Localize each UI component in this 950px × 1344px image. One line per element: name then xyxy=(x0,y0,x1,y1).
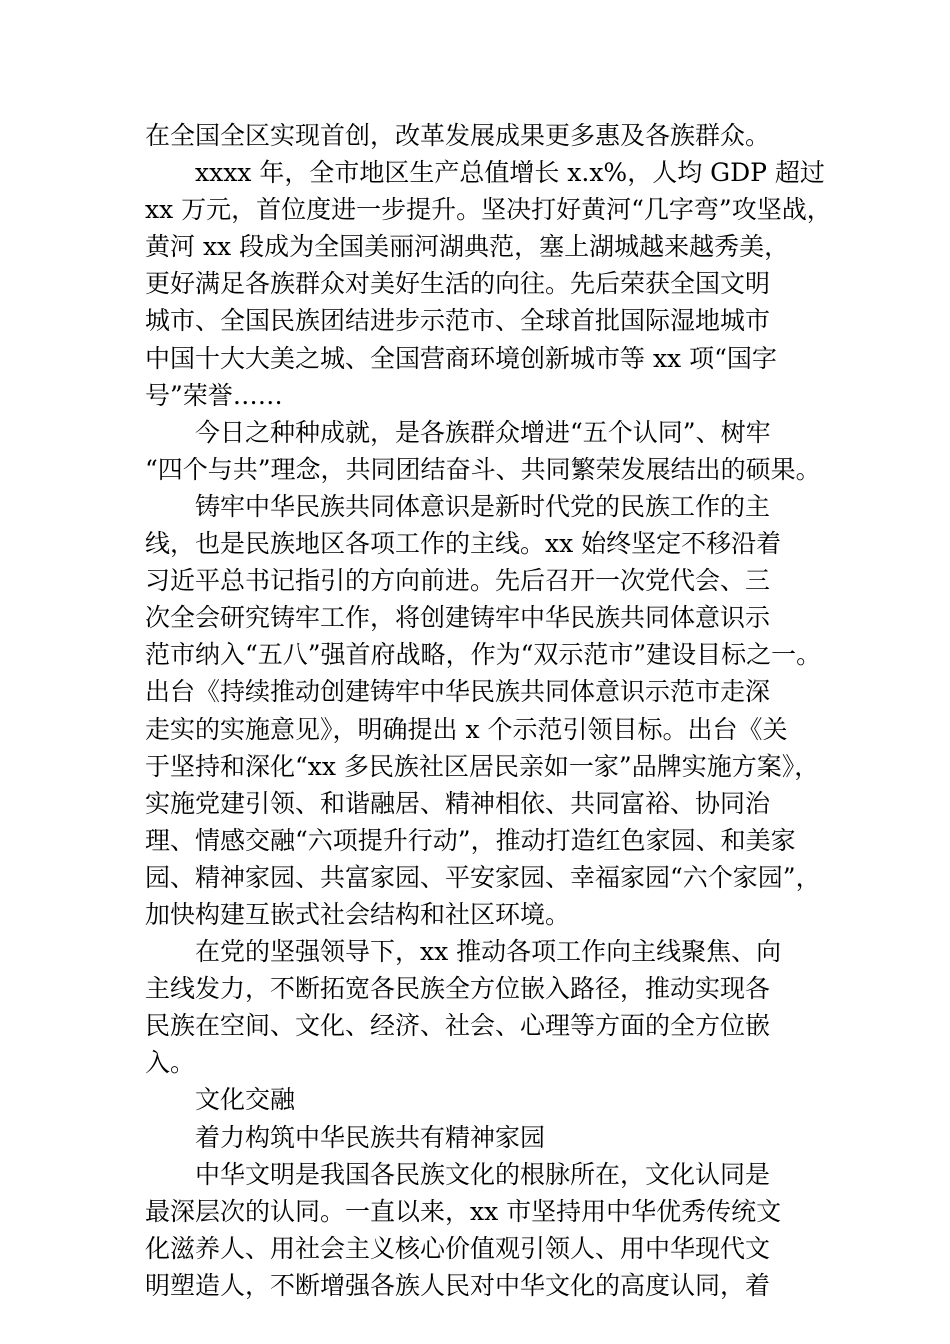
text-line: xx 万元，首位度进一步提升。坚决打好黄河“几字弯”攻坚战， xyxy=(145,195,832,225)
text-line: 次全会研究铸牢工作，将创建铸牢中华民族共同体意识示 xyxy=(145,603,771,633)
text-line: 理、情感交融“六项提升行动”，推动打造红色家园、和美家 xyxy=(145,825,796,855)
text-line: 园、精神家园、共富家园、平安家园、幸福家园“六个家园”， xyxy=(145,862,821,892)
text-line: 出台《持续推动创建铸牢中华民族共同体意识示范市走深 xyxy=(145,677,771,707)
text-line: 线，也是民族地区各项工作的主线。xx 始终坚定不移沿着 xyxy=(145,529,782,559)
paragraph-first-line: 铸牢中华民族共同体意识是新时代党的民族工作的主 xyxy=(195,491,771,521)
text-line: 城市、全国民族团结进步示范市、全球首批国际湿地城市 xyxy=(145,306,771,336)
section-heading: 文化交融 xyxy=(195,1085,296,1115)
text-line: 入。 xyxy=(145,1048,196,1078)
document-body xyxy=(145,117,835,1304)
text-line: 加快构建互嵌式社会结构和社区环境。 xyxy=(145,899,571,929)
text-line: 中国十大大美之城、全国营商环境创新城市等 xx 项“国字 xyxy=(145,343,777,373)
text-line: “四个与共”理念，共同团结奋斗、共同繁荣发展结出的硕果。 xyxy=(145,454,821,484)
text-line: 黄河 xx 段成为全国美丽河湖典范，塞上湖城越来越秀美， xyxy=(145,232,790,262)
text-line: 化滋养人、用社会主义核心价值观引领人、用中华现代文 xyxy=(145,1233,771,1263)
text-line: 于坚持和深化“xx 多民族社区居民亲如一家”品牌实施方案》， xyxy=(145,751,820,781)
text-line: 实施党建引领、和谐融居、精神相依、共同富裕、协同治 xyxy=(145,788,771,818)
text-line: 主线发力，不断拓宽各民族全方位嵌入路径，推动实现各 xyxy=(145,974,771,1004)
text-line: 明塑造人，不断增强各族人民对中华文化的高度认同，着 xyxy=(145,1270,771,1300)
text-line: 范市纳入“五八”强首府战略，作为“双示范市”建设目标之一。 xyxy=(145,640,822,670)
paragraph-first-line: 在党的坚强领导下，xx 推动各项工作向主线聚焦、向 xyxy=(195,937,782,967)
section-subheading: 着力构筑中华民族共有精神家园 xyxy=(195,1122,546,1152)
text-line: 走实的实施意见》，明确提出 x 个示范引领目标。出台《关 xyxy=(145,714,788,744)
paragraph-first-line: xxxx 年，全市地区生产总值增长 x.x%，人均 GDP 超过 xyxy=(195,158,825,188)
text-line: 更好满足各族群众对美好生活的向往。先后荣获全国文明 xyxy=(145,269,771,299)
text-line: 最深层次的认同。一直以来，xx 市坚持用中华优秀传统文 xyxy=(145,1196,782,1226)
paragraph-first-line: 中华文明是我国各民族文化的根脉所在，文化认同是 xyxy=(195,1159,771,1189)
text-line: 在全国全区实现首创，改革发展成果更多惠及各族群众。 xyxy=(145,121,771,150)
text-line: 习近平总书记指引的方向前进。先后召开一次党代会、三 xyxy=(145,566,771,596)
text-line: 民族在空间、文化、经济、社会、心理等方面的全方位嵌 xyxy=(145,1011,771,1041)
paragraph-first-line: 今日之种种成就，是各族群众增进“五个认同”、树牢 xyxy=(195,417,771,447)
text-line: 号”荣誉…… xyxy=(145,380,283,410)
